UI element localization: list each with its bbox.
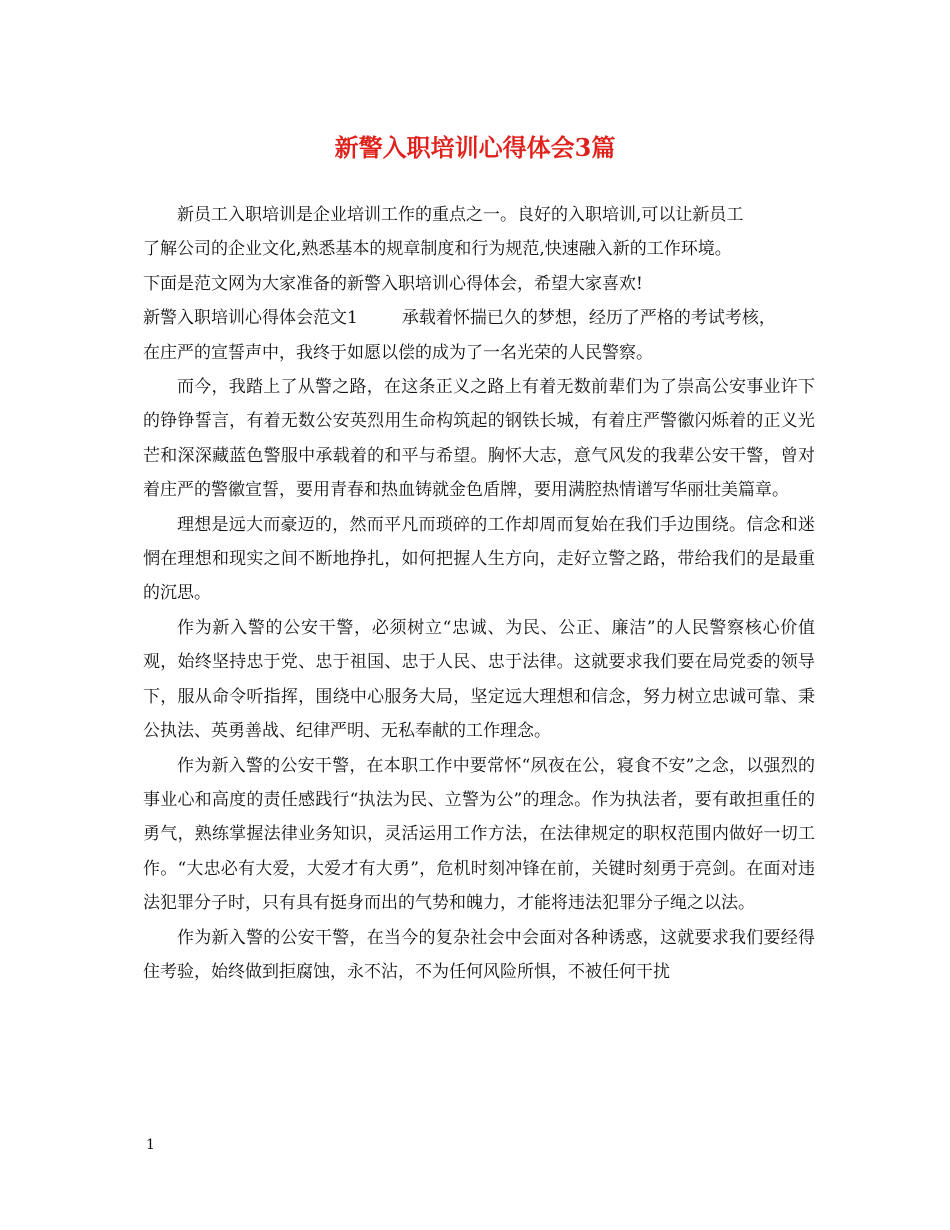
intro-paragraph-continued	[143, 232, 815, 301]
body-paragraph: 理想是远大而豪迈的，然而平凡而琐碎的工作却周而复始在我们手边围绕。信念和迷惘在理想和现实之间不断地挣扎，如何把握人生方向，走好立警之路，带给我们的是最重的沉思。	[143, 514, 815, 604]
body-paragraph: 而今，我踏上了从警之路，在这条正义之路上有着无数前辈们为了崇高公安事业许下的铮铮誓言，有着无数公安英烈用生命构筑起的钢铁长城，有着庄严警徽闪烁着的正义光芒和深深藏蓝色警服中承载着的和平与希望。胸怀大志，意气风发的我辈公安干警，曾对着庄严的警徽宣誓，要用青春和热血铸就金色盾牌，要用满腔热情谱写华丽壮美篇章。	[143, 377, 815, 501]
body-paragraph: 作为新入警的公安干警，必须树立“忠诚、为民、公正、廉洁”的人民警察核心价值观，始终坚持忠于党、忠于祖国、忠于人民、忠于法律。这就要求我们要在局党委的领导下，服从命令听指挥，围绕中心服务大局，坚定远大理想和信念，努力树立忠诚可靠、秉公执法、英勇善战、纪律严明、无私奉献的工作理念。	[143, 617, 815, 742]
sample-heading-line	[143, 301, 815, 335]
sample-text-line-1: 承载着怀揣已久的梦想，经历了严格的考试考核，	[401, 308, 776, 329]
document-title: 新警入职培训心得体会3篇	[334, 133, 616, 162]
sample-heading: 新警入职培训心得体会范文1	[143, 308, 358, 329]
page-number: 1	[146, 1137, 155, 1153]
body-paragraph: 作为新入警的公安干警，在本职工作中要常怀“夙夜在公，寝食不安”之念，以强烈的事业心和高度的责任感践行“执法为民、立警为公”的理念。作为执法者，要有敢担重任的勇气，熟练掌握法律业务知识，灵活运用工作方法，在法律规定的职权范围内做好一切工作。“大忠必有大爱，大爱才有大勇”，危机时刻冲锋在前，关键时刻勇于亮剑。在面对违法犯罪分子时，只有具有挺身而出的气势和魄力，才能将违法犯罪分子绳之以法。	[143, 755, 815, 914]
body-paragraph: 作为新入警的公安干警，在当今的复杂社会中会面对各种诱惑，这就要求我们要经得住考验，始终做到拒腐蚀，永不沾，不为任何风险所惧，不被任何干扰	[143, 927, 815, 982]
intro-paragraph	[143, 198, 815, 232]
sample-text-line-2: 在庄严的宣誓声中，我终于如愿以偿的成为了一名光荣的人民警察。	[143, 342, 653, 363]
sample-heading-paragraph	[143, 301, 815, 370]
intro-line-1: 新员工入职培训是企业培训工作的重点之一。良好的入职培训,可以让新员工	[177, 205, 744, 225]
document-body	[143, 198, 815, 989]
intro-line-2: 了解公司的企业文化,熟悉基本的规章制度和行为规范,快速融入新的工作环境。	[143, 239, 732, 260]
intro-line-3: 下面是范文网为大家准备的新警入职培训心得体会，希望大家喜欢!	[143, 273, 643, 294]
